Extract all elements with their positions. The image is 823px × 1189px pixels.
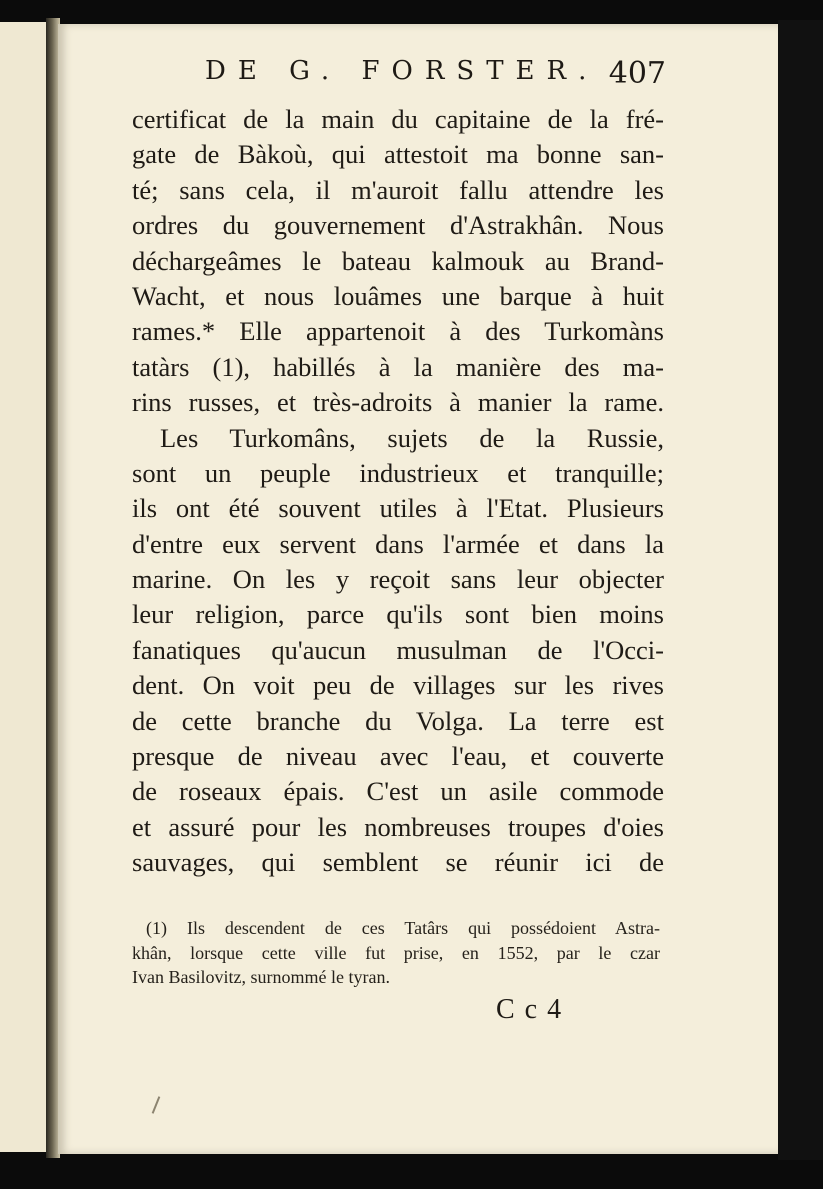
text-line: certificat de la main du capitaine de la fré- [132, 104, 664, 134]
text-line: déchargeâmes le bateau kalmouk au Brand- [132, 245, 664, 276]
text-line: rames.* Elle appartenoit à des Turkomàns [132, 316, 664, 347]
text-line: dent. On voit peu de villages sur les rives [132, 670, 664, 701]
text-line: sont un peuple industrieux et tranquille; [132, 457, 664, 488]
footnote-line: khân, lorsque cette ville fut prise, en 1552, par le czar [132, 942, 660, 963]
paragraph-start-line: Les Turkomâns, sujets de la Russie, [160, 422, 664, 453]
text-line: marine. On les y reçoit sans leur objecter [132, 564, 664, 595]
text-line: de cette branche du Volga. La terre est [132, 705, 664, 736]
running-title: DE G. FORSTER. [205, 56, 599, 86]
text-line: Wacht, et nous louâmes une barque à huit [132, 280, 664, 311]
footnote-line: Ivan Basilovitz, surnommé le tyran. [132, 967, 390, 987]
text-line: sauvages, qui semblent se réunir ici de [132, 847, 664, 878]
left-page-edge [0, 22, 48, 1152]
text-line: de roseaux épais. C'est un asile commode [132, 776, 664, 807]
text-line: gate de Bàkoù, qui attestoit ma bonne san- [132, 139, 664, 170]
text-line: ils ont été souvent utiles à l'Etat. Plusieurs [132, 493, 664, 524]
body-text [132, 102, 664, 881]
footnote-line: (1) Ils descendent de ces Tatârs qui possédoient Astra- [146, 918, 660, 938]
text-line: leur religion, parce qu'ils sont bien moins [132, 599, 664, 630]
page-number: 407 [608, 56, 666, 91]
text-line: d'entre eux servent dans l'armée et dans la [132, 528, 664, 559]
text-line: ordres du gouvernement d'Astrakhân. Nous [132, 210, 664, 241]
footnote [132, 916, 660, 990]
page-header [150, 42, 670, 90]
text-line: presque de niveau avec l'eau, et couverte [132, 741, 664, 772]
text-line: rins russes, et très-adroits à manier la rame. [132, 387, 664, 418]
right-margin-dark [778, 20, 823, 1160]
text-line: té; sans cela, il m'auroit fallu attendre les [132, 174, 664, 205]
text-line: tatàrs (1), habillés à la manière des ma- [132, 351, 664, 382]
text-line: et assuré pour les nombreuses troupes d'oies [132, 811, 664, 842]
signature-mark: Cc4 [496, 994, 572, 1025]
text-line: fanatiques qu'aucun musulman de l'Occi- [132, 634, 664, 665]
